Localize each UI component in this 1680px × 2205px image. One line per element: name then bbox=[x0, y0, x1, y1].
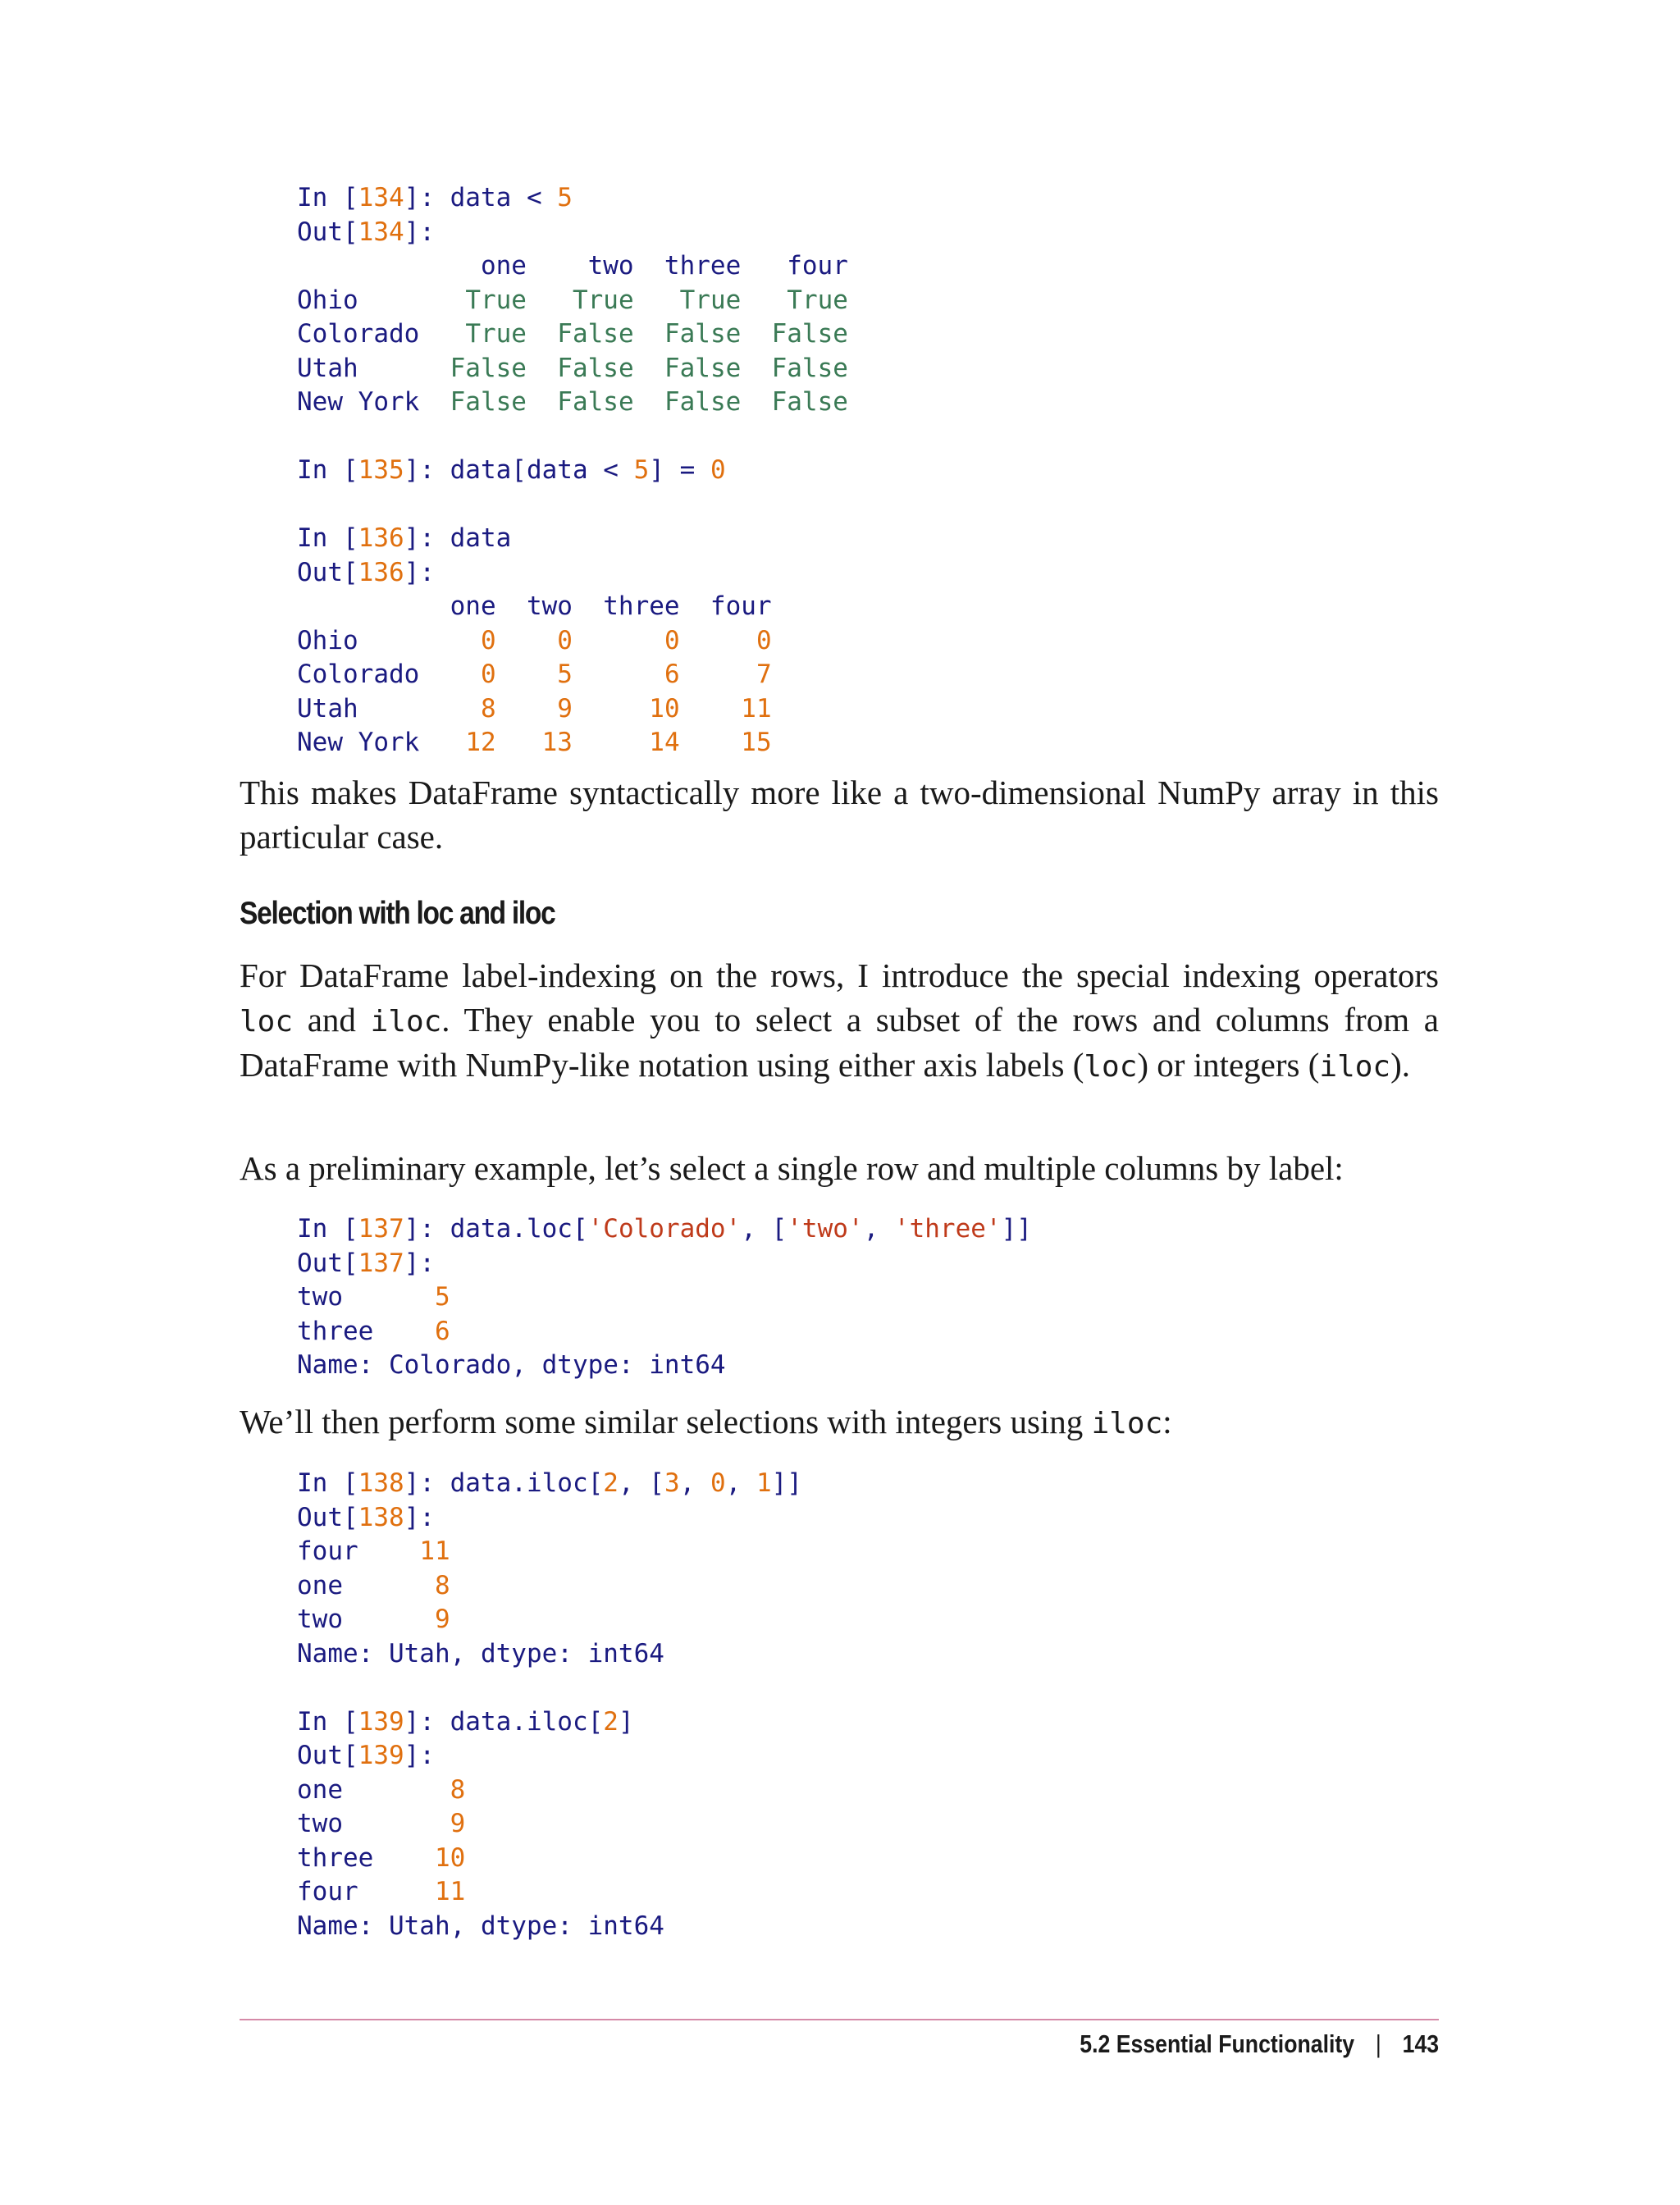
paragraph-iloc-intro: We’ll then perform some similar selections with integers using iloc: bbox=[240, 1403, 1172, 1440]
code-line: Out[136]: bbox=[297, 557, 435, 587]
code-line: Out[134]: bbox=[297, 217, 435, 247]
code-line: In [136]: data bbox=[297, 523, 512, 553]
code-line: Ohio True True True True bbox=[297, 285, 848, 315]
code-line: In [137]: data.loc['Colorado', ['two', 'three']] bbox=[297, 1214, 1032, 1244]
inline-code-iloc: iloc bbox=[1319, 1050, 1391, 1084]
footer-rule bbox=[240, 2019, 1439, 2020]
code-line: In [139]: data.iloc[2] bbox=[297, 1706, 634, 1737]
code-line: three 6 bbox=[297, 1316, 450, 1346]
code-line: Utah False False False False bbox=[297, 353, 848, 383]
code-line: Out[138]: bbox=[297, 1502, 435, 1532]
code-line: four 11 bbox=[297, 1536, 450, 1566]
code-line bbox=[297, 488, 848, 523]
inline-code-loc: loc bbox=[240, 1004, 294, 1039]
code-line: In [138]: data.iloc[2, [3, 0, 1]] bbox=[297, 1468, 802, 1498]
code-line: Ohio 0 0 0 0 bbox=[297, 625, 772, 655]
code-line: two 9 bbox=[297, 1809, 466, 1838]
code-line: one two three four bbox=[297, 591, 772, 621]
code-line bbox=[297, 420, 848, 454]
code-block-iloc-examples bbox=[297, 1467, 802, 1943]
code-line: Name: Colorado, dtype: int64 bbox=[297, 1350, 726, 1380]
code-block-loc-example bbox=[297, 1212, 1032, 1383]
page-footer bbox=[1080, 2029, 1439, 2059]
code-line: Colorado True False False False bbox=[297, 319, 848, 349]
code-line: In [134]: data < 5 bbox=[297, 183, 573, 212]
code-line: Out[139]: bbox=[297, 1741, 435, 1770]
code-line: four 11 bbox=[297, 1877, 466, 1906]
page-number: 143 bbox=[1402, 2029, 1439, 2058]
code-line: one two three four bbox=[297, 251, 848, 281]
code-line: one 8 bbox=[297, 1774, 466, 1805]
paragraph-preliminary-example: As a preliminary example, let’s select a single row and multiple columns by label: bbox=[240, 1149, 1344, 1187]
code-line: New York False False False False bbox=[297, 387, 848, 417]
code-line: three 10 bbox=[297, 1842, 466, 1873]
paragraph-numpy-like: This makes DataFrame syntactically more like a two-dimensional NumPy array in this particular case. bbox=[240, 774, 1439, 856]
code-line: Utah 8 9 10 11 bbox=[297, 693, 772, 724]
code-line: Name: Utah, dtype: int64 bbox=[297, 1638, 664, 1669]
code-line: Out[137]: bbox=[297, 1248, 435, 1278]
footer-section-title: 5.2 Essential Functionality bbox=[1080, 2029, 1354, 2058]
code-line: two 5 bbox=[297, 1282, 450, 1312]
code-line: two 9 bbox=[297, 1605, 450, 1634]
inline-code-iloc: iloc bbox=[1091, 1407, 1163, 1440]
code-line: one 8 bbox=[297, 1570, 450, 1600]
code-line: In [135]: data[data < 5] = 0 bbox=[297, 455, 726, 485]
section-heading: Selection with loc and iloc bbox=[240, 896, 555, 931]
code-line: Name: Utah, dtype: int64 bbox=[297, 1911, 664, 1941]
inline-code-loc: loc bbox=[1084, 1050, 1138, 1084]
code-line: Colorado 0 5 6 7 bbox=[297, 660, 772, 689]
inline-code-iloc: iloc bbox=[370, 1004, 442, 1039]
footer-separator: | bbox=[1375, 2029, 1381, 2058]
code-line: New York 12 13 14 15 bbox=[297, 728, 772, 757]
code-line bbox=[297, 1671, 802, 1705]
code-block-boolean-mask bbox=[297, 181, 848, 760]
paragraph-loc-iloc-intro: For DataFrame label-indexing on the rows, I introduce the special indexing operators loc and iloc. They enable you to select a subset of the rows and columns from a DataFrame with NumPy-like notation using either axis labels (loc) or integers (iloc). bbox=[240, 956, 1439, 1084]
